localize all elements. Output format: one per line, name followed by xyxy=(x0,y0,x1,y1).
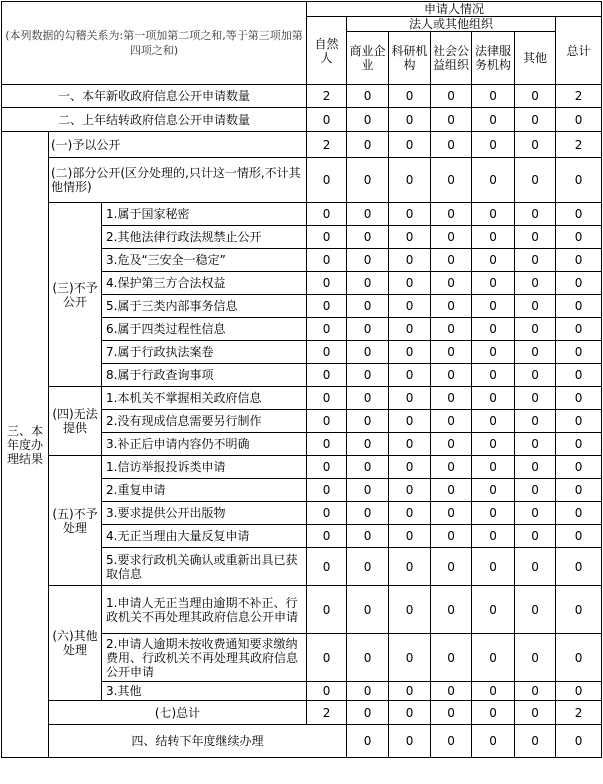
cell-commercial: 0 xyxy=(347,456,389,479)
table-row xyxy=(2,203,602,226)
cell-total: 0 xyxy=(556,682,602,701)
cell-public-welfare: 0 xyxy=(472,725,515,758)
cell-research: 0 xyxy=(389,318,431,341)
cell-natural-person: 0 xyxy=(307,548,347,586)
item-label: 8.属于行政查询事项 xyxy=(102,364,307,387)
group-label: (五)不予处理 xyxy=(49,456,102,586)
cell-public-welfare: 0 xyxy=(431,387,472,410)
cell-other: 0 xyxy=(515,85,556,108)
cell-research: 0 xyxy=(389,226,431,249)
cell-natural-person: 0 xyxy=(307,203,347,226)
cell-public-welfare: 0 xyxy=(431,586,472,634)
cell-other: 0 xyxy=(515,548,556,586)
cell-public-welfare: 0 xyxy=(431,433,472,456)
item-label: 2.没有现成信息需要另行制作 xyxy=(102,410,307,433)
cell-legal-service: 0 xyxy=(515,725,556,758)
cell-total: 0 xyxy=(556,108,602,132)
cell-total: 0 xyxy=(556,410,602,433)
table-row xyxy=(2,456,602,479)
cell-research: 0 xyxy=(389,132,431,158)
cell-research: 0 xyxy=(389,341,431,364)
cell-commercial: 0 xyxy=(347,203,389,226)
cell-research: 0 xyxy=(389,682,431,701)
cell-total: 0 xyxy=(556,433,602,456)
cell-total: 0 xyxy=(556,502,602,525)
item-label: 3.危及“三安全一稳定” xyxy=(102,249,307,272)
cell-other: 0 xyxy=(515,364,556,387)
cell-research: 0 xyxy=(389,502,431,525)
cell-natural-person: 0 xyxy=(307,502,347,525)
item-label: 4.无正当理由大量反复申请 xyxy=(102,525,307,548)
cell-total: 0 xyxy=(556,272,602,295)
header-note: (本列数据的勾稽关系为:第一项加第二项之和,等于第三项加第四项之和) xyxy=(2,2,307,85)
cell-other: 0 xyxy=(515,387,556,410)
cell-public-welfare: 0 xyxy=(431,203,472,226)
cell-legal-service: 0 xyxy=(472,682,515,701)
cell-other: 0 xyxy=(515,108,556,132)
cell-research: 0 xyxy=(389,272,431,295)
cell-commercial: 0 xyxy=(347,682,389,701)
cell-natural-person: 0 xyxy=(307,387,347,410)
col-other: 其他 xyxy=(515,32,556,85)
cell-commercial: 0 xyxy=(347,586,389,634)
cell-other: 0 xyxy=(515,295,556,318)
cell-other: 0 xyxy=(515,479,556,502)
cell-research: 0 xyxy=(389,387,431,410)
cell-other: 0 xyxy=(515,586,556,634)
cell-public-welfare: 0 xyxy=(431,364,472,387)
cell-commercial: 0 xyxy=(347,272,389,295)
item-label: 7.属于行政执法案卷 xyxy=(102,341,307,364)
cell-total: 0 xyxy=(556,203,602,226)
cell-other: 0 xyxy=(515,410,556,433)
cell-research: 0 xyxy=(389,295,431,318)
cell-natural-person: 0 xyxy=(307,586,347,634)
cell-total: 0 xyxy=(556,226,602,249)
table-row xyxy=(2,586,602,634)
cell-public-welfare: 0 xyxy=(431,108,472,132)
table-row xyxy=(2,387,602,410)
row-label: (一)予以公开 xyxy=(49,132,307,158)
row-label: (二)部分公开(区分处理的,只计这一情形,不计其他情形) xyxy=(49,158,307,203)
item-label: 5.要求行政机关确认或重新出具已获取信息 xyxy=(102,548,307,586)
cell-legal-service: 0 xyxy=(472,203,515,226)
cell-public-welfare: 0 xyxy=(431,85,472,108)
cell-legal-service: 0 xyxy=(472,364,515,387)
cell-natural-person: 0 xyxy=(307,158,347,203)
cell-legal-service: 0 xyxy=(472,158,515,203)
cell-commercial: 0 xyxy=(347,226,389,249)
cell-commercial: 0 xyxy=(347,364,389,387)
group-label: (六)其他处理 xyxy=(49,586,102,701)
cell-legal-service: 0 xyxy=(472,272,515,295)
cell-public-welfare: 0 xyxy=(431,272,472,295)
cell-other: 0 xyxy=(515,456,556,479)
cell-research: 0 xyxy=(389,108,431,132)
table-row xyxy=(2,158,602,203)
cell-other: 0 xyxy=(515,249,556,272)
cell-natural-person: 0 xyxy=(307,479,347,502)
cell-research: 0 xyxy=(389,364,431,387)
col-natural-person: 自然人 xyxy=(307,17,347,85)
cell-total: 0 xyxy=(556,158,602,203)
cell-commercial: 0 xyxy=(347,433,389,456)
cell-commercial: 0 xyxy=(347,502,389,525)
item-label: 5.属于三类内部事务信息 xyxy=(102,295,307,318)
cell-natural-person: 0 xyxy=(307,249,347,272)
cell-other: 0 xyxy=(515,682,556,701)
row-label: (七)总计 xyxy=(49,701,307,725)
cell-research: 0 xyxy=(389,525,431,548)
table-row xyxy=(2,132,602,158)
cell-legal-service: 0 xyxy=(472,433,515,456)
item-label: 1.本机关不掌握相关政府信息 xyxy=(102,387,307,410)
cell-research: 0 xyxy=(389,433,431,456)
cell-legal-service: 0 xyxy=(472,548,515,586)
cell-research: 0 xyxy=(389,701,431,725)
cell-total: 0 xyxy=(556,341,602,364)
cell-natural-person: 0 xyxy=(347,725,389,758)
cell-legal-service: 0 xyxy=(472,634,515,682)
cell-other: 0 xyxy=(515,132,556,158)
item-label: 3.其他 xyxy=(102,682,307,701)
cell-legal-service: 0 xyxy=(472,318,515,341)
header-applicant: 申请人情况 xyxy=(307,2,602,17)
cell-public-welfare: 0 xyxy=(431,226,472,249)
item-label: 6.属于四类过程性信息 xyxy=(102,318,307,341)
cell-research: 0 xyxy=(389,548,431,586)
cell-other: 0 xyxy=(515,203,556,226)
cell-research: 0 xyxy=(389,203,431,226)
cell-total: 0 xyxy=(556,456,602,479)
cell-total: 0 xyxy=(556,318,602,341)
item-label: 3.补正后申请内容仍不明确 xyxy=(102,433,307,456)
table-row xyxy=(2,108,602,132)
section-label: 三、本年度办理结果 xyxy=(2,132,49,758)
cell-other: 0 xyxy=(515,341,556,364)
cell-legal-service: 0 xyxy=(472,387,515,410)
cell-other: 0 xyxy=(515,318,556,341)
cell-natural-person: 0 xyxy=(307,295,347,318)
cell-legal-service: 0 xyxy=(472,249,515,272)
cell-research: 0 xyxy=(431,725,472,758)
row-label: 一、本年新收政府信息公开申请数量 xyxy=(2,85,307,108)
cell-total: 0 xyxy=(556,295,602,318)
cell-commercial: 0 xyxy=(389,725,431,758)
cell-other: 0 xyxy=(515,502,556,525)
cell-commercial: 0 xyxy=(347,479,389,502)
cell-total: 0 xyxy=(556,479,602,502)
cell-public-welfare: 0 xyxy=(431,295,472,318)
cell-natural-person: 2 xyxy=(307,701,347,725)
cell-commercial: 0 xyxy=(347,85,389,108)
cell-total: 0 xyxy=(556,364,602,387)
cell-natural-person: 0 xyxy=(307,682,347,701)
cell-public-welfare: 0 xyxy=(431,318,472,341)
header-legal-group: 法人或其他组织 xyxy=(347,17,556,32)
cell-total: 2 xyxy=(556,701,602,725)
cell-legal-service: 0 xyxy=(472,108,515,132)
col-research: 科研机构 xyxy=(389,32,431,85)
col-public-welfare: 社会公益组织 xyxy=(431,32,472,85)
cell-other: 0 xyxy=(515,525,556,548)
cell-public-welfare: 0 xyxy=(431,341,472,364)
cell-research: 0 xyxy=(389,85,431,108)
cell-commercial: 0 xyxy=(347,108,389,132)
cell-public-welfare: 0 xyxy=(431,479,472,502)
cell-public-welfare: 0 xyxy=(431,410,472,433)
cell-research: 0 xyxy=(389,158,431,203)
cell-commercial: 0 xyxy=(347,318,389,341)
cell-legal-service: 0 xyxy=(472,410,515,433)
item-label: 1.属于国家秘密 xyxy=(102,203,307,226)
cell-natural-person: 0 xyxy=(307,433,347,456)
cell-commercial: 0 xyxy=(347,387,389,410)
cell-natural-person: 0 xyxy=(307,318,347,341)
cell-other: 0 xyxy=(515,634,556,682)
table-row xyxy=(2,701,602,725)
cell-legal-service: 0 xyxy=(472,341,515,364)
col-total: 总计 xyxy=(556,17,602,85)
cell-natural-person: 0 xyxy=(307,364,347,387)
cell-total: 0 xyxy=(556,249,602,272)
item-label: 4.保护第三方合法权益 xyxy=(102,272,307,295)
cell-public-welfare: 0 xyxy=(431,456,472,479)
cell-legal-service: 0 xyxy=(472,295,515,318)
cell-research: 0 xyxy=(389,456,431,479)
item-label: 1.申请人无正当理由逾期不补正、行政机关不再处理其政府信息公开申请 xyxy=(102,586,307,634)
cell-total: 0 xyxy=(556,586,602,634)
item-label: 1.信访举报投诉类申请 xyxy=(102,456,307,479)
cell-public-welfare: 0 xyxy=(431,249,472,272)
table-row xyxy=(2,85,602,108)
cell-legal-service: 0 xyxy=(472,586,515,634)
group-label: (四)无法提供 xyxy=(49,387,102,456)
cell-commercial: 0 xyxy=(347,525,389,548)
cell-natural-person: 2 xyxy=(307,132,347,158)
item-label: 3.要求提供公开出版物 xyxy=(102,502,307,525)
cell-legal-service: 0 xyxy=(472,479,515,502)
cell-commercial: 0 xyxy=(347,249,389,272)
cell-other: 0 xyxy=(515,226,556,249)
cell-total: 0 xyxy=(556,525,602,548)
col-commercial: 商业企业 xyxy=(347,32,389,85)
cell-legal-service: 0 xyxy=(472,226,515,249)
cell-research: 0 xyxy=(389,479,431,502)
cell-natural-person: 0 xyxy=(307,456,347,479)
cell-natural-person: 0 xyxy=(307,226,347,249)
cell-public-welfare: 0 xyxy=(431,132,472,158)
cell-total: 2 xyxy=(556,132,602,158)
cell-commercial: 0 xyxy=(347,341,389,364)
cell-total: 0 xyxy=(556,548,602,586)
cell-public-welfare: 0 xyxy=(431,502,472,525)
cell-natural-person: 0 xyxy=(307,108,347,132)
cell-research: 0 xyxy=(389,410,431,433)
cell-natural-person: 0 xyxy=(307,525,347,548)
cell-commercial: 0 xyxy=(347,548,389,586)
cell-total: 0 xyxy=(556,634,602,682)
cell-public-welfare: 0 xyxy=(431,548,472,586)
row-label: 四、结转下年度继续办理 xyxy=(49,725,347,758)
cell-commercial: 0 xyxy=(347,295,389,318)
cell-legal-service: 0 xyxy=(472,701,515,725)
cell-other: 0 xyxy=(515,158,556,203)
cell-public-welfare: 0 xyxy=(431,701,472,725)
row-label: 二、上年结转政府信息公开申请数量 xyxy=(2,108,307,132)
cell-commercial: 0 xyxy=(347,132,389,158)
cell-natural-person: 0 xyxy=(307,634,347,682)
table-row xyxy=(2,725,602,758)
cell-other: 0 xyxy=(515,433,556,456)
cell-legal-service: 0 xyxy=(472,525,515,548)
item-label: 2.重复申请 xyxy=(102,479,307,502)
cell-commercial: 0 xyxy=(347,634,389,682)
cell-commercial: 0 xyxy=(347,158,389,203)
cell-natural-person: 0 xyxy=(307,410,347,433)
cell-total: 0 xyxy=(556,387,602,410)
cell-research: 0 xyxy=(389,586,431,634)
cell-natural-person: 2 xyxy=(307,85,347,108)
cell-other: 0 xyxy=(556,725,602,758)
cell-legal-service: 0 xyxy=(472,502,515,525)
cell-public-welfare: 0 xyxy=(431,525,472,548)
cell-research: 0 xyxy=(389,634,431,682)
cell-legal-service: 0 xyxy=(472,132,515,158)
cell-public-welfare: 0 xyxy=(431,158,472,203)
disclosure-table xyxy=(1,1,602,758)
cell-commercial: 0 xyxy=(347,701,389,725)
cell-public-welfare: 0 xyxy=(431,634,472,682)
item-label: 2.申请人逾期未按收费通知要求缴纳费用、行政机关不再处理其政府信息公开申请 xyxy=(102,634,307,682)
cell-commercial: 0 xyxy=(347,410,389,433)
col-legal-service: 法律服务机构 xyxy=(472,32,515,85)
cell-legal-service: 0 xyxy=(472,85,515,108)
group-label: (三)不予公开 xyxy=(49,203,102,387)
cell-total: 2 xyxy=(556,85,602,108)
item-label: 2.其他法律行政法规禁止公开 xyxy=(102,226,307,249)
cell-natural-person: 0 xyxy=(307,341,347,364)
cell-other: 0 xyxy=(515,701,556,725)
cell-other: 0 xyxy=(515,272,556,295)
cell-research: 0 xyxy=(389,249,431,272)
cell-natural-person: 0 xyxy=(307,272,347,295)
cell-public-welfare: 0 xyxy=(431,682,472,701)
cell-legal-service: 0 xyxy=(472,456,515,479)
